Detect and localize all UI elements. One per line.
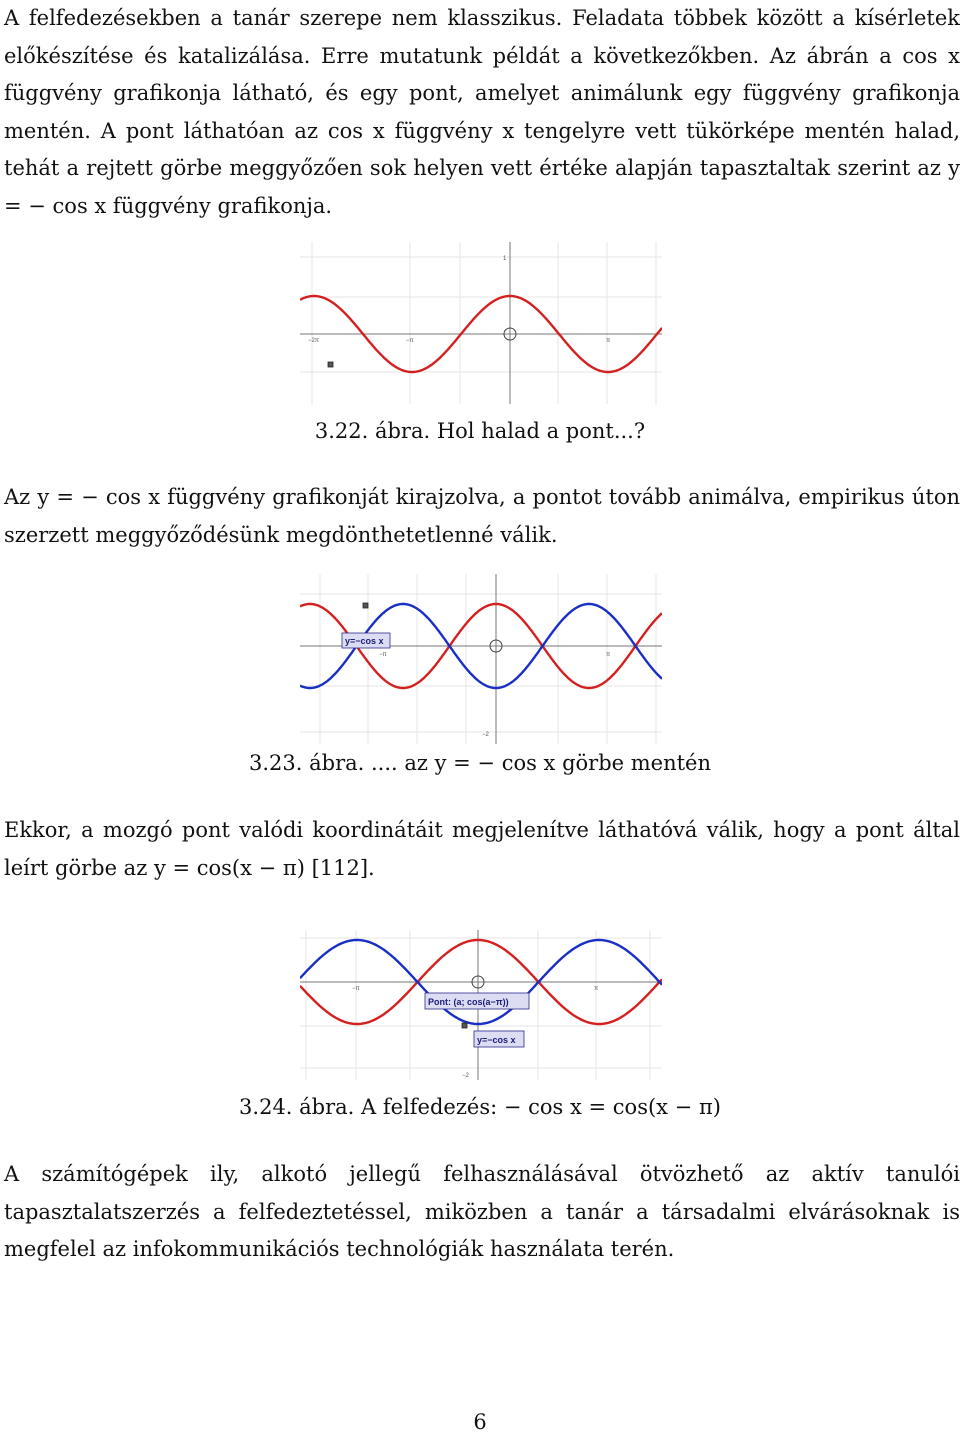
tick-label-neg-2pi: −2π xyxy=(308,338,319,344)
curve-label-box[interactable] xyxy=(342,633,390,648)
point-label-box[interactable] xyxy=(425,993,529,1009)
figure-3-22 xyxy=(300,242,662,404)
tick-label-neg-pi: −π xyxy=(406,338,414,344)
y-tick-label: −2 xyxy=(462,1073,469,1079)
curve-label-text: y=−cos x xyxy=(345,636,384,646)
page-number: 6 xyxy=(473,1410,487,1434)
curve-label-box[interactable] xyxy=(474,1031,524,1047)
caption-3-24: 3.24. ábra. A felfedezés: − cos x = cos(x − π) xyxy=(239,1095,721,1119)
grid xyxy=(300,574,662,744)
figure-3-23 xyxy=(300,574,662,744)
paragraph-3: Ekkor, a mozgó pont valódi koordinátáit megjelenítve láthatóvá válik, hogy a pont által leírt görbe az y = cos(x − π) [112]. xyxy=(4,818,960,880)
curve-label-text: y=−cos x xyxy=(477,1035,516,1045)
tick-label-pi: π xyxy=(606,338,611,344)
tick-label-neg-pi: −π xyxy=(352,986,360,992)
figure-3-22-graph xyxy=(300,242,662,404)
figure-3-24-graph xyxy=(300,930,662,1080)
y-tick-label: −2 xyxy=(482,732,489,738)
animated-point[interactable] xyxy=(328,362,333,367)
animated-point[interactable] xyxy=(462,1023,467,1028)
tick-label-pi: π xyxy=(594,986,599,992)
caption-3-23: 3.23. ábra. .... az y = − cos x görbe mentén xyxy=(249,751,711,775)
caption-3-22: 3.22. ábra. Hol halad a pont...? xyxy=(314,419,646,443)
figure-3-24 xyxy=(300,930,662,1080)
paragraph-2: Az y = − cos x függvény grafikonját kirajzolva, a pontot tovább animálva, empirikus úton szerzett meggyőződésünk megdönthetetlenné válik. xyxy=(4,485,960,547)
figure-3-23-graph xyxy=(300,574,662,744)
paragraph-intro: A felfedezésekben a tanár szerepe nem klasszikus. Feladata többek között a kísérletek előkészítése és katalizálása. Erre mutatunk példát a következőkben. Az ábrán a cos x függvény grafikonja látható, és egy pont, amelyet animálunk egy függvény grafikonja mentén. A pont láthatóan az cos x függvény x tengelyre vett tükörképe mentén halad, tehát a rejtett görbe meggyőzően sok helyen vett értéke alapján tapasztaltak szerint az y = − cos x függvény grafikonja. xyxy=(4,6,960,218)
tick-label-neg-pi: −π xyxy=(379,652,387,658)
paragraph-4: A számítógépek ily, alkotó jellegű felhasználásával ötvözhető az aktív tanulói tapasztalatszerzés a felfedeztetéssel, miközben a tanár a társadalmi elvárásoknak is megfelel az infokommunikációs technológiák használata terén. xyxy=(4,1162,960,1261)
point-label-text: Pont: (a; cos(a−π)) xyxy=(428,997,509,1007)
animated-point[interactable] xyxy=(363,603,368,608)
y-tick-label: 1 xyxy=(503,256,507,262)
tick-label-pi: π xyxy=(606,652,611,658)
